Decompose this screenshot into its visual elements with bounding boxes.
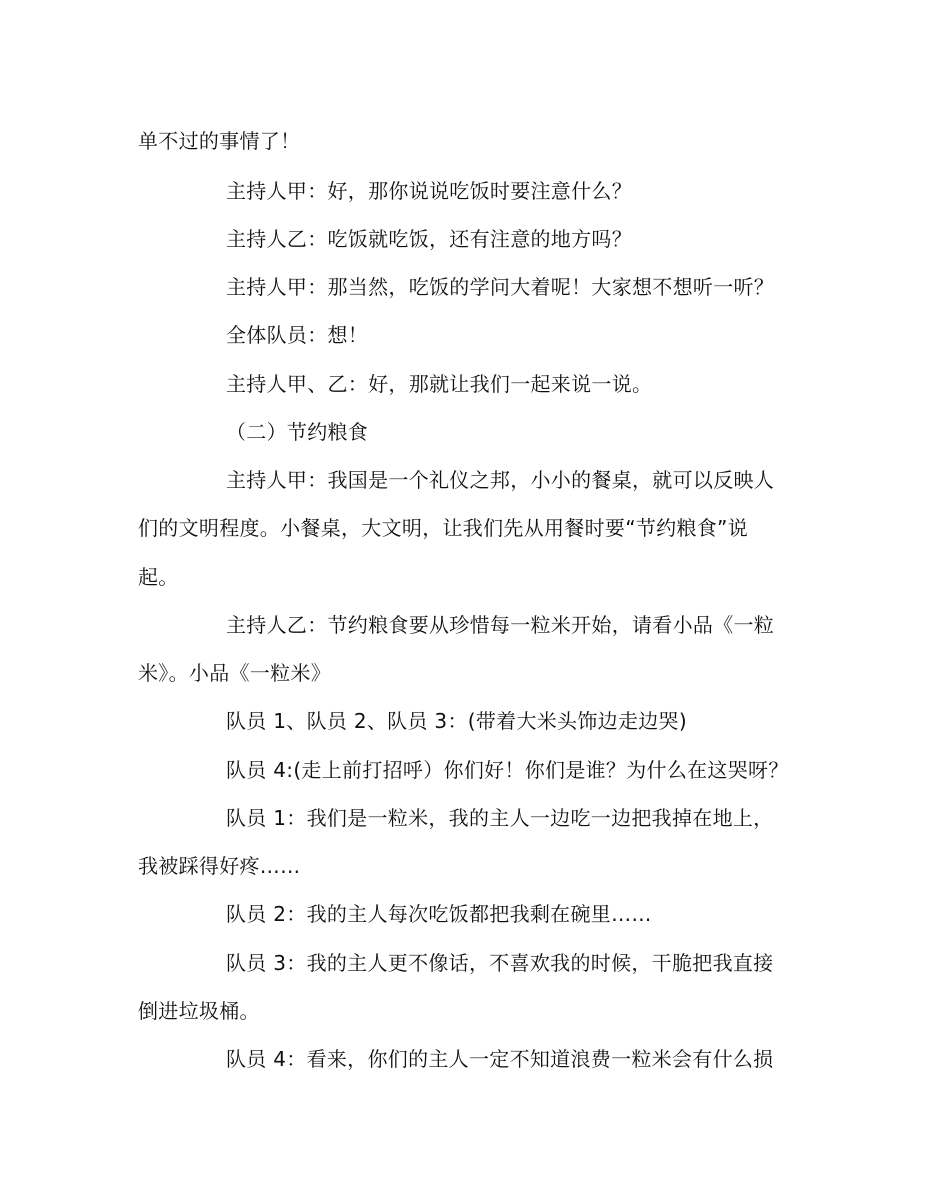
text-line: 主持人甲：那当然，吃饭的学问大着呢！大家想不想听一听？ [226, 275, 775, 299]
text-line: 主持人甲：好，那你说说吃饭时要注意什么？ [226, 179, 632, 203]
text-line: 我被踩得好疼…… [138, 854, 301, 878]
text-line: 主持人甲：我国是一个礼仪之邦，小小的餐桌，就可以反映人 [226, 468, 775, 492]
text-line: 起。 [138, 565, 179, 589]
text-line: 队员 1、队员 2、队员 3：(带着大米头饰边走边哭) [226, 709, 687, 733]
text-line: 全体队员：想！ [226, 323, 369, 347]
text-line: 主持人甲、乙：好，那就让我们一起来说一说。 [226, 372, 653, 396]
text-line: 队员 4:(走上前打招呼）你们好！你们是谁？为什么在这哭呀？ [226, 758, 789, 782]
section-heading: （二）节约粮食 [226, 420, 369, 444]
text-line: 米》。小品《一粒米》 [138, 661, 331, 685]
text-line: 队员 1：我们是一粒米，我的主人一边吃一边把我掉在地上， [226, 806, 774, 830]
text-line: 倒进垃圾桶。 [138, 999, 260, 1023]
text-line: 主持人乙：节约粮食要从珍惜每一粒米开始，请看小品《一粒 [226, 613, 775, 637]
text-line: 队员 2：我的主人每次吃饭都把我剩在碗里…… [226, 902, 652, 926]
text-line: 队员 4：看来，你们的主人一定不知道浪费一粒米会有什么损 [226, 1047, 774, 1071]
text-line: 单不过的事情了！ [138, 129, 301, 153]
text-line: 们的文明程度。小餐桌，大文明，让我们先从用餐时要“节约粮食”说 [138, 516, 749, 540]
text-line: 队员 3：我的主人更不像话，不喜欢我的时候，干脆把我直接 [226, 951, 774, 975]
text-line: 主持人乙：吃饭就吃饭，还有注意的地方吗？ [226, 227, 632, 251]
